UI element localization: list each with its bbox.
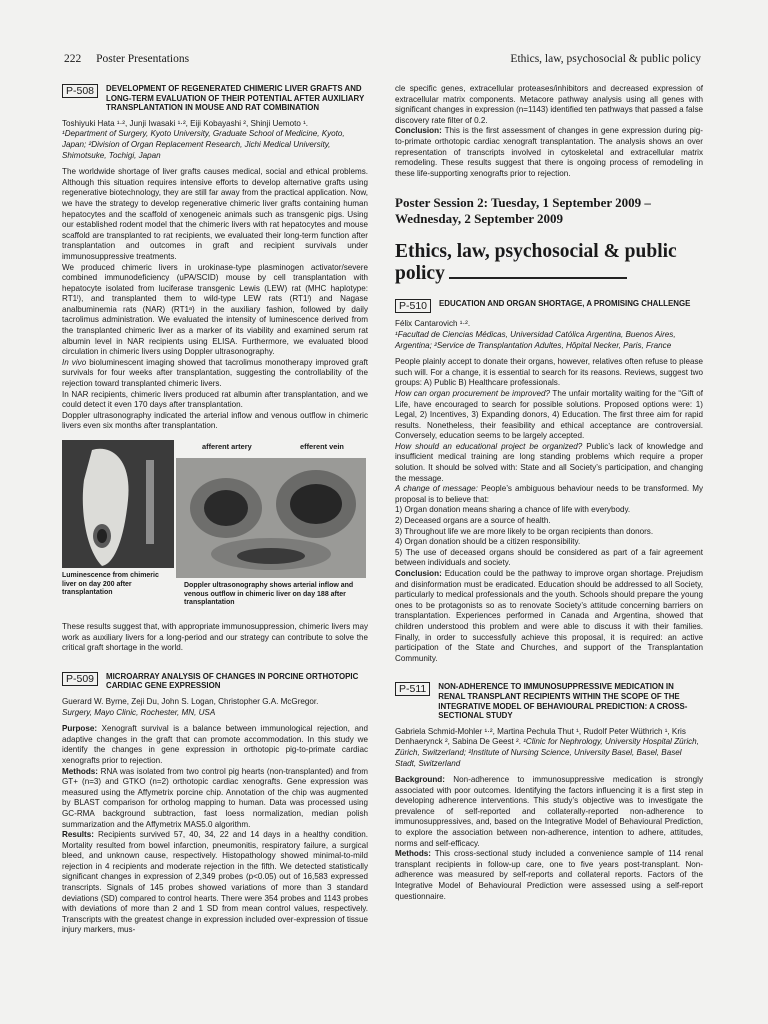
figure [62, 440, 368, 616]
abstract-paragraph: In NAR recipients, chimeric livers produced rat albumin after transplantation, and we could detect it even 170 days after transplantation. [62, 389, 368, 410]
paragraph-text: Xenograft survival is a balance between immunological rejection, and adaptive changes in the graft that can promote accommodation. In this study we identify the changes in gene expression in orthotopic pig-to-primate cardiac xenografts prior to rejection. [62, 724, 368, 765]
running-header-left [64, 53, 189, 65]
section-heading [395, 241, 703, 285]
abstract-affiliation: Surgery, Mayo Clinic, Rochester, MN, USA [62, 707, 216, 717]
label-afferent-artery: afferent artery [202, 442, 252, 451]
abstract-paragraph [395, 389, 703, 442]
abstract-paragraph: People plainly accept to donate their organs, however, relatives often refuse to please such will. For a change, it is essential to search for its reasons. Reviews, suggest two groups: A) Public B) Healthcare professionals. [395, 357, 703, 388]
section-label: Conclusion: [395, 569, 442, 578]
abstract-title: MICROARRAY ANALYSIS OF CHANGES IN PORCINE ORTHOTOPIC CARDIAC GENE EXPRESSION [106, 671, 359, 691]
abstract-paragraph [395, 775, 703, 849]
italic-question: How can organ procurement be improved? [395, 388, 550, 398]
abstract-header [62, 84, 368, 113]
abstract-affiliation: ¹Department of Surgery, Kyoto University, Graduate School of Medicine, Kyoto, Japan; ²Division of Organ Replacement Research, Jichi Medical University, Shimotsuke, Tochigi, Japan [62, 129, 345, 160]
abstract-code: P-511 [395, 682, 430, 696]
abstract-code: P-508 [62, 84, 98, 98]
abstract-title: EDUCATION AND ORGAN SHORTAGE, A PROMISING CHALLENGE [439, 299, 691, 309]
abstract-paragraph: Doppler ultrasonography indicated the arterial inflow and venous outflow in chimeric livers even six months after transplantation. [62, 410, 368, 431]
section-label: Conclusion: [395, 126, 442, 136]
abstract-authors: Toshiyuki Hata ¹·², Junji Iwasaki ¹·², Eiji Kobayashi ², Shinji Uemoto ¹. [62, 118, 309, 128]
abstract-authors: Guerard W. Byrne, Zeji Du, John S. Logan, Christopher G.A. McGregor. [62, 696, 319, 706]
abstract-paragraph [62, 724, 368, 766]
header-right-title: Ethics, law, psychosocial & public policy [510, 53, 701, 65]
abstract-title: NON-ADHERENCE TO IMMUNOSUPPRESSIVE MEDICATION IN RENAL TRANSPLANT RECIPIENTS WITHIN THE SCOPE OF THE INTEGRATIVE MODEL OF BEHAVIOURAL PREDICTION: A CROSS-SECTIONAL STUDY [438, 682, 688, 721]
section-label: Purpose: [62, 724, 98, 734]
abstract-paragraph: cle specific genes, extracellular proteases/inhibitors and decreased expression of extracellular matrix components. Metacore pathway analysis using all genes with significant changes in expression (n=1143) identified ten pathways that passed a false discovery rate filter of 0.2. [395, 84, 703, 125]
abstract-authors [395, 727, 703, 769]
figure-caption-left: Luminescence from chimeric liver on day 200 after transplantation [62, 572, 159, 597]
affiliation-text: ¹Clinic for Nephrology, University Hospital Zürich, Zürich, Switzerland; ²Institute of Nursing Science, University Basel, Basel, Basel Stadt, Switzerland [395, 737, 699, 768]
header-left-title: Poster Presentations [96, 53, 190, 65]
luminescence-image [62, 440, 174, 568]
italic-question: A change of message: [395, 484, 478, 494]
abstract-paragraph [62, 830, 368, 936]
paragraph-text: The unfair mortality waiting for the “Gift of Life, have encouraged to search for possible solutions. Proposed options were: 1) Legal, 2) Incentives, 3) Expanding donors, 4) Education. The first three aim for rapid results. Nonetheless, their feasibility and ethical acceptance are controversial. Conversely, education seems to be largely accepted. [395, 388, 703, 441]
section-label: Background: [395, 775, 445, 785]
abstract-paragraph [62, 358, 368, 390]
list-item: 2) Deceased organs are a source of health. [395, 516, 551, 526]
right-column [395, 84, 703, 912]
label-efferent-vein: efferent vein [300, 442, 344, 451]
abstract-paragraph [395, 442, 703, 484]
abstract-paragraph [395, 126, 703, 179]
abstract-paragraph [62, 767, 368, 831]
section-heading-line2: policy [395, 263, 445, 285]
paragraph-text: RNA was isolated from two control pig hearts (non-transplanted) and from GT+ (n=3) and GTKO (n=2) orthotopic cardiac xenografts. Gene expression was measured using the Affymetrix porcine chip. Annotation of the chip was augmented by BLAST comparison for ortholog mapping to human. Data was processed using GC-RMA background subtraction, fast loess normalization, median polish summarization and the Affymetrix MAS5.0 algorithm. [62, 766, 368, 829]
paragraph-text: This cross-sectional study included a convenience sample of 114 renal transplant recipients in follow-up care, one to five years post-transplant. Non-adherence was measured by self-reports and collateral reports. Factors of the Integrative Model of Behavioural Prediction were assessed using a self-report questionnaire. [395, 849, 703, 901]
italic-term: In vivo [62, 357, 87, 367]
doppler-ultrasound-image [176, 458, 366, 578]
abstract-paragraph [395, 569, 703, 664]
abstract-code: P-509 [62, 672, 98, 686]
abstract-paragraph [395, 849, 703, 902]
abstract-p511 [395, 682, 703, 902]
left-column [62, 84, 368, 946]
abstract-header [395, 682, 703, 720]
paragraph-text: Recipients survived 57, 40, 34, 22 and 14 days in a healthy condition. Mortality resulted from bowel infarction, pneumonitis, respiratory failure, a surgical bleed, and unknown cause, respectively. Histopathology showed minimal-to-mild rejection in 4 recipients and moderate rejection in the fifth. We detected statistically significant changes in expression of 2,349 probes (p<0.05) out of 16,583 expressed transcripts. Signals of 145 probes showed variations of more than 3 standard deviations (SD) compared to control hearts. There were 354 probes and 1143 probes with deviations of more than 2 and 1 SD from mean control values, respectively. Transcripts with the greatest change in expression included over-expression of tissue injury markers, mus- [62, 830, 368, 935]
paragraph-text: Public’s lack of knowledge and insufficient medical training are long standing problems which require a proper solution. It should be solved with: State and all Society’s participation, and changing the message. [395, 441, 703, 483]
session-heading: Poster Session 2: Tuesday, 1 September 2009 – Wednesday, 2 September 2009 [395, 195, 651, 227]
abstract-paragraph: The worldwide shortage of liver grafts causes medical, social and ethical problems. Although this situation requires intensive efforts to develop alternative grafts using regenerative biotechnology, they are still far away from the practical application. Now, we have the strategy to develop regenerative chimeric liver grafts containing human hepatocytes and the scaffold of xenogeneic animals such as transgenic pigs. Using our established rodent model that the chimeric livers with rat hepatocytes and mouse scaffold are transplanted to rat recipients, we evaluated their long-term function after transplantation and outcomes in graft and recipient survivals under immunosuppressive treatments. [62, 167, 368, 261]
list-item: 4) Organ donation should be a citizen responsibility. [395, 537, 581, 547]
italic-question: How should an educational project be organized? [395, 441, 583, 451]
section-label: Methods: [62, 766, 98, 776]
abstract-code: P-510 [395, 299, 431, 313]
paragraph-text: Non-adherence to immunosuppressive medication is strongly associated with poor outcomes. Identifying the factors influencing it is a first step in developing adherence interventions. This study’s objective was to investigate the prevalence of self-reported and collaterally-reported non-adherence to immunosuppressives, and, based on the Integrative Model of Behavioural Prediction, to explore the association between non-adherence, intention to adhere, attitudes, norms and self-efficacy. [395, 775, 703, 848]
abstract-p508 [62, 84, 368, 654]
heading-rule [449, 277, 627, 279]
abstract-authors: Félix Cantarovich ¹·². [395, 319, 471, 329]
abstract-affiliation: ¹Facultad de Ciencias Médicas, Universidad Católica Argentina, Buenos Aires, Argentina; ²Service de Transplantation Adultes, Hôpital Necker, Paris, France [395, 329, 676, 350]
section-label: Methods: [395, 849, 431, 859]
paragraph-text: People’s ambiguous behaviour needs to be transformed. My proposal is to believe that: [395, 484, 703, 504]
list-item: 1) Organ donation means sharing a chance of life with everybody. [395, 505, 631, 515]
abstract-header [62, 672, 368, 691]
abstract-p510 [395, 299, 703, 664]
abstract-paragraph: We produced chimeric livers in urokinase-type plasminogen activator/severe combined immunodeficiency (uPA/SCID) mouse by cell transplantation with hepatocyte isolated from luciferase transgenic Lewis (LEW) rat (MHC haplotype: RT1ˡ), and transplanted them to wild-type LEW rats (RT1ˡ) and Nagase analbuminemia rats (NAR) (RT1ᵃ) in the auxiliary fashion, followed by daily tacrolimus administration. We evaluated the intensity of luminescence derived from the transplanted chimeric liver as a marker of its viability and examined serum rat albumin level in NAR recipients using ELISA. Furthermore, we evaluated blood circulation in chimeric livers using Doppler ultrasonography. [62, 262, 368, 357]
list-item: 5) The use of deceased organs should be considered as part of a fair agreement between individuals and society. [395, 547, 703, 568]
authors-text: Gabriela Schmid-Mohler ¹·², Martina Pechula Thut ¹, Rudolf Peter Wüthrich ¹, Kris Denhaerynck ², Sabina De Geest ². [395, 726, 686, 747]
abstract-title: DEVELOPMENT OF REGENERATED CHIMERIC LIVER GRAFTS AND LONG-TERM EVALUATION OF THEIR POTENTIAL AFTER AUXILIARY TRANSPLANTATION IN MOUSE AND RAT COMBINATION [106, 84, 365, 113]
section-heading-line1: Ethics, law, psychosocial & public [395, 241, 677, 263]
paragraph-text: Education could be the pathway to improve organ shortage. Prejudism and disinformation must be eradicated. Education should be addressed to all Society, particularly to medical professionals and the youth. Schools should prepare the young ones to be protagonists so as to renovate Society’s attitude concerning barriers on transplantation. Experiences performed in Canada and Argentina, showed that children understood this problem and were able to discuss it with their families. Finally, in order to successfully achieve this proposal, it is required: an active participation of the State and Churches, and support of the Transplantation Community. [395, 569, 703, 663]
paragraph-text: bioluminescent imaging showed that tacrolimus monotherapy improved graft survivals for four weeks after transplantation, suggesting the controllability of the rejection toward transplanted chimeric livers. [62, 357, 368, 389]
figure-caption-right: Doppler ultrasonography shows arterial inflow and venous outflow in chimeric liver on day 188 after transplantation [184, 582, 354, 607]
abstract-header [395, 299, 703, 313]
abstract-p509 [62, 672, 368, 936]
list-item: 3) Throughout life we are more likely to be organ recipients than donors. [395, 526, 654, 536]
paragraph-text: This is the first assessment of changes in gene expression during pig-to-primate orthotopic cardiac xenograft transplantation. The analysis shows an over representation of transcripts involved in cytoskeletal and extracellular matrix remodeling. These results suggest that there is ongoing process of remodeling in these life-supporting xenografts prior to rejection. [395, 126, 703, 178]
page-number: 222 [64, 53, 82, 65]
section-label: Results: [62, 830, 94, 840]
abstract-paragraph: These results suggest that, with appropriate immunosuppression, chimeric livers may work as auxiliary livers for a long-period and our strategy can contribute to solve the critical graft shortage in the world. [62, 622, 368, 653]
abstract-paragraph [395, 484, 703, 505]
